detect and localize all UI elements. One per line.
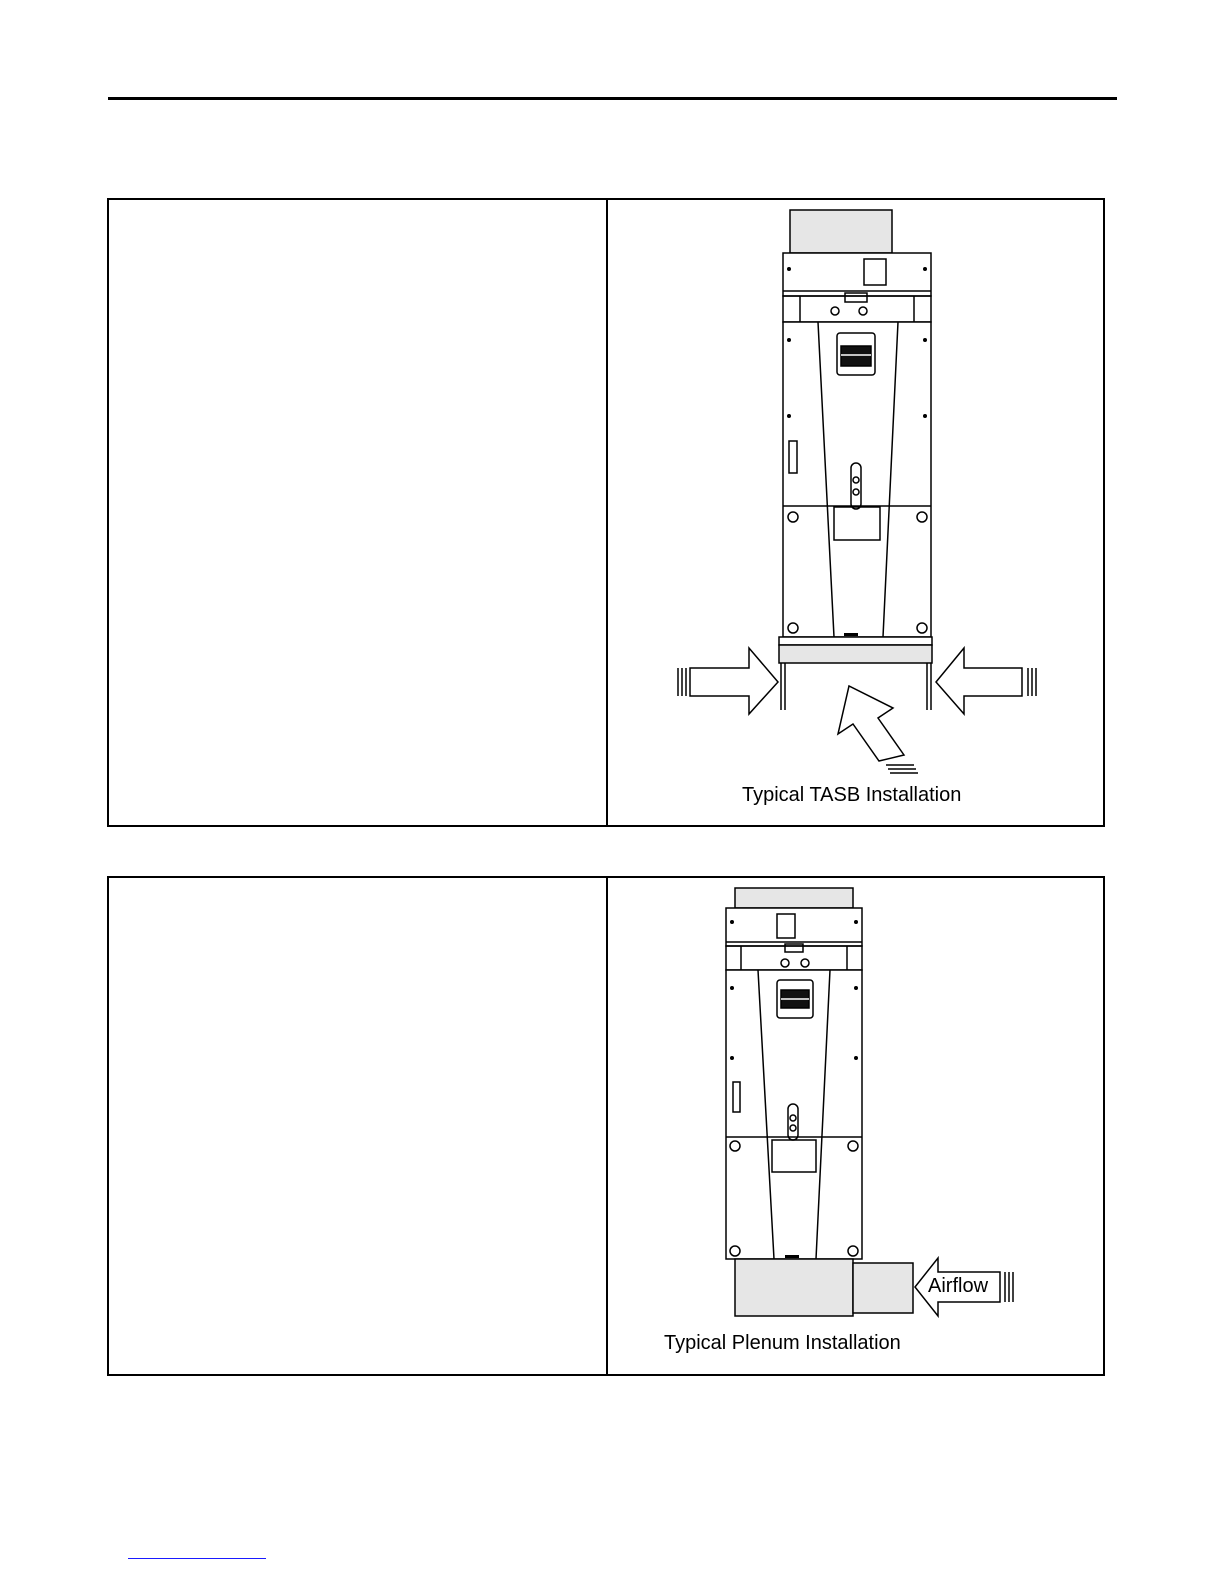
tasb-caption: Typical TASB Installation — [742, 784, 962, 806]
footer-link-underline[interactable] — [128, 1558, 266, 1559]
airflow-label: Airflow — [928, 1275, 989, 1297]
plenum-figure — [608, 878, 1103, 1374]
tasb-installation-panel — [107, 198, 1105, 827]
plenum-text-cell — [109, 878, 606, 1374]
tasb-figure — [608, 200, 1103, 825]
plenum-drawing — [608, 878, 1103, 1374]
plenum-caption: Typical Plenum Installation — [664, 1332, 901, 1354]
tasb-text-cell — [109, 200, 606, 825]
header-rule — [108, 97, 1117, 100]
plenum-installation-panel — [107, 876, 1105, 1376]
tasb-drawing — [608, 200, 1103, 825]
